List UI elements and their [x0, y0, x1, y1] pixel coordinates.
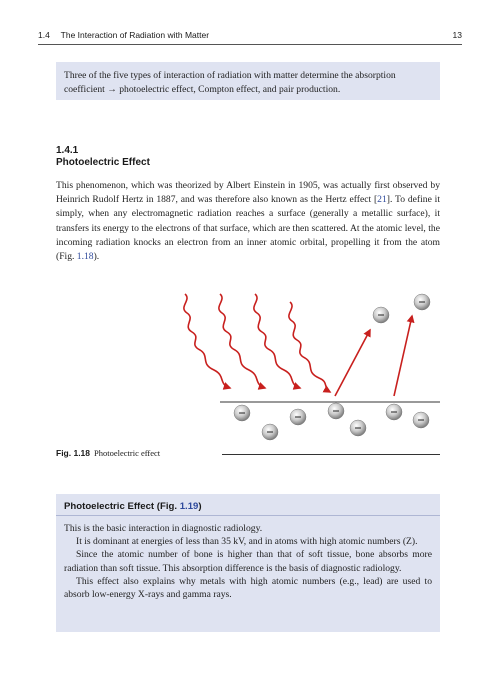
- header-section-title: 1.4 The Interaction of Radiation with Matter: [38, 30, 210, 40]
- citation-link[interactable]: 21: [377, 194, 387, 206]
- body-text-part2: ]. To define it simply, when any electromagnetic radiation reaches a surface (generally a metallic surface), it transfers its energy to the electrons of that surface, which are then scattered. At the atomic level, the incoming radiation knocks an electron from an inner atomic orbital, propelling it from the atom (Fig.: [56, 194, 440, 263]
- body-paragraph: [56, 179, 440, 264]
- running-header: [38, 30, 462, 44]
- photon-wave-4: [289, 302, 330, 392]
- body-text-part1: This phenomenon, which was theorized by Albert Einstein in 1905, was actually first observed by Heinrich Rudolf Hertz in 1887, and was therefore also known as the Hertz effect [: [56, 180, 440, 206]
- summary-text: Three of the five types of interaction of radiation with matter determine the absorption coefficient → photoelectric effect, Compton effect, and pair production.: [64, 70, 396, 95]
- figure-label: Fig. 1.18: [56, 448, 91, 458]
- effect-box-title: [56, 494, 440, 516]
- body-text-part3: ).: [93, 251, 100, 263]
- photon-wave-1: [184, 294, 230, 388]
- photoelectric-effect-box: [56, 494, 440, 632]
- photon-wave-3: [254, 294, 300, 388]
- electron: [413, 412, 429, 428]
- figure-link[interactable]: 1.18: [76, 251, 94, 263]
- electron: [234, 405, 250, 421]
- photon-wave-2: [219, 294, 265, 388]
- header-rule: [38, 44, 462, 45]
- effect-box-title-suffix: ): [198, 501, 202, 512]
- electron: [386, 404, 402, 420]
- effect-box-content: [56, 516, 440, 601]
- electron: [350, 420, 366, 436]
- effect-paragraph: It is dominant at energies of less than 35 kV, and in atoms with high atomic numbers (Z).: [76, 536, 418, 548]
- figure-photoelectric: [170, 280, 440, 460]
- electron: [262, 424, 278, 440]
- ejected-electron-arrow-2: [394, 316, 412, 396]
- figure-svg: [170, 280, 440, 460]
- figure-caption-text: Photoelectric effect: [94, 448, 161, 458]
- effect-paragraph: This is the basic interaction in diagnostic radiology.: [64, 523, 263, 534]
- figure-rule: [222, 454, 440, 455]
- summary-box: [56, 62, 440, 100]
- effect-box-title-text: Photoelectric Effect (Fig.: [64, 501, 180, 512]
- page-number: 13: [452, 30, 462, 40]
- section-number: 1.4.1: [56, 145, 79, 156]
- electron: [328, 403, 344, 419]
- electron: [290, 409, 306, 425]
- figure-caption: [56, 448, 160, 458]
- electron: [414, 294, 430, 310]
- electron: [373, 307, 389, 323]
- effect-box-figure-link[interactable]: 1.19: [179, 501, 199, 512]
- ejected-electron-arrow-1: [335, 330, 370, 396]
- effect-paragraph: Since the atomic number of bone is higher than that of soft tissue, bone absorbs more radiation than soft tissue. This absorption difference is the basis of diagnostic radiology.: [64, 549, 432, 574]
- section-title: Photoelectric Effect: [56, 157, 150, 168]
- effect-paragraph: This effect also explains why metals with high atomic numbers (e.g., lead) are used to absorb low-energy X-rays and gamma rays.: [64, 575, 432, 601]
